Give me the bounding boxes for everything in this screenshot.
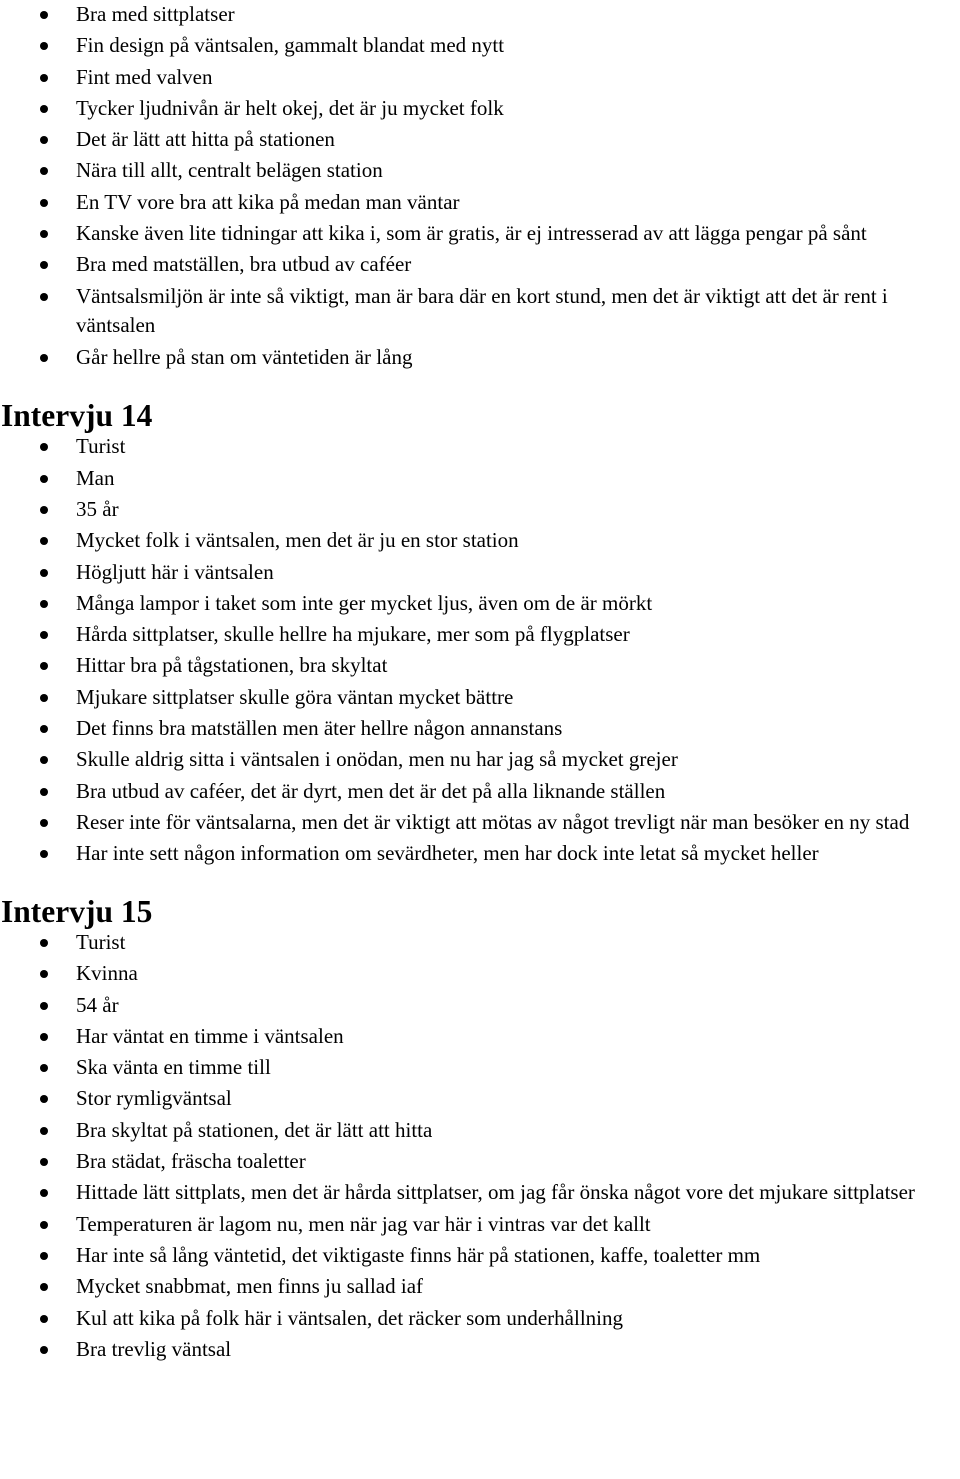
list-item [0, 1178, 960, 1208]
list-item [0, 808, 960, 838]
bullet-icon [40, 11, 48, 19]
bullet-icon [40, 970, 48, 978]
bullet-icon [40, 443, 48, 451]
list-item-text: Nära till allt, centralt belägen station [76, 158, 383, 183]
bullet-icon [40, 199, 48, 207]
interview-15-bullet-list [0, 928, 960, 1365]
list-item [0, 620, 960, 650]
bullet-icon [40, 42, 48, 50]
list-item [0, 745, 960, 775]
list-item [0, 1116, 960, 1146]
list-item [0, 714, 960, 744]
list-item [0, 1147, 960, 1177]
bullet-icon [40, 1002, 48, 1010]
list-item-text: Stor rymligväntsal [76, 1086, 232, 1111]
bullet-icon [40, 725, 48, 733]
list-item [0, 683, 960, 713]
list-item [0, 1053, 960, 1083]
list-item-text: Har inte sett någon information om sevärdheter, men har dock inte letat så mycket heller [76, 841, 819, 866]
bullet-icon [40, 1033, 48, 1041]
list-item [0, 928, 960, 958]
list-item-text: Ska vänta en timme till [76, 1055, 271, 1080]
list-item-text: Många lampor i taket som inte ger mycket ljus, även om de är mörkt [76, 590, 653, 615]
bullet-icon [40, 537, 48, 545]
list-item-text: Hittade lätt sittplats, men det är hårda sittplatser, om jag får önska något vore det mjukare sittplatser [76, 1180, 915, 1205]
bullet-icon [40, 819, 48, 827]
list-item [0, 432, 960, 462]
bullet-icon [40, 354, 48, 362]
list-item-text: Bra med sittplatser [76, 2, 235, 26]
bullet-icon [40, 1315, 48, 1323]
list-item [0, 526, 960, 556]
list-item [0, 1241, 960, 1271]
list-item [0, 991, 960, 1021]
list-item [0, 1335, 960, 1365]
list-item [0, 464, 960, 494]
list-item [0, 250, 960, 280]
list-item [0, 959, 960, 989]
bullet-icon [40, 756, 48, 764]
interview-15-heading: Intervju 15 [1, 893, 153, 929]
bullet-icon [40, 167, 48, 175]
list-item-text: Bra städat, fräscha toaletter [76, 1149, 306, 1174]
list-item-text: Kul att kika på folk här i väntsalen, det räcker som underhållning [76, 1305, 623, 1330]
list-item [0, 63, 960, 93]
list-item-text: Temperaturen är lagom nu, men när jag var här i vintras var det kallt [76, 1211, 651, 1236]
list-item-text: 54 år [76, 992, 119, 1017]
list-item-text: Skulle aldrig sitta i väntsalen i onödan, men nu har jag så mycket grejer [76, 747, 678, 772]
list-item [0, 94, 960, 124]
list-item [0, 188, 960, 218]
interview-14-bullet-list [0, 432, 960, 869]
list-item [0, 219, 960, 249]
bullet-icon [40, 1127, 48, 1135]
bullet-icon [40, 1221, 48, 1229]
list-item-text: Går hellre på stan om väntetiden är lång [76, 344, 413, 369]
list-item-text: 35 år [76, 496, 119, 521]
list-item [0, 495, 960, 525]
list-item [0, 0, 960, 30]
list-item [0, 343, 960, 373]
list-item-text: Har inte så lång väntetid, det viktigaste finns här på stationen, kaffe, toaletter mm [76, 1242, 761, 1267]
list-item-text: Fint med valven [76, 64, 213, 89]
bullet-icon [40, 105, 48, 113]
bullet-icon [40, 475, 48, 483]
list-item [0, 1304, 960, 1334]
bullet-icon [40, 569, 48, 577]
list-item-text: Har väntat en timme i väntsalen [76, 1023, 344, 1048]
list-item [0, 282, 960, 341]
bullet-icon [40, 939, 48, 947]
list-item [0, 125, 960, 155]
bullet-icon [40, 261, 48, 269]
list-item [0, 589, 960, 619]
list-item-text: Kvinna [76, 961, 138, 986]
bullet-icon [40, 1346, 48, 1354]
list-item [0, 1210, 960, 1240]
list-item-text: Hårda sittplatser, skulle hellre ha mjukare, mer som på flygplatser [76, 622, 630, 647]
list-item-text: Turist [76, 434, 126, 459]
bullet-icon [40, 1158, 48, 1166]
list-item-text: Bra skyltat på stationen, det är lätt att hitta [76, 1117, 433, 1142]
bullet-icon [40, 1095, 48, 1103]
bullet-icon [40, 136, 48, 144]
list-item-text: Mycket folk i väntsalen, men det är ju en stor station [76, 528, 519, 553]
list-item [0, 651, 960, 681]
list-item-text: Turist [76, 929, 126, 954]
list-item [0, 1022, 960, 1052]
bullet-icon [40, 600, 48, 608]
bullet-icon [40, 74, 48, 82]
list-item [0, 1084, 960, 1114]
list-item-text: Kanske även lite tidningar att kika i, som är gratis, är ej intresserad av att lägga pengar på sånt [76, 221, 867, 246]
list-item-text: Tycker ljudnivån är helt okej, det är ju mycket folk [76, 95, 504, 120]
list-item-text: Reser inte för väntsalarna, men det är viktigt att mötas av något trevligt när man besöker en ny stad [76, 809, 910, 834]
list-item-text: Det finns bra matställen men äter hellre någon annanstans [76, 716, 563, 741]
intro-bullet-list [0, 0, 960, 372]
bullet-icon [40, 694, 48, 702]
list-item-text: Man [76, 465, 115, 490]
bullet-icon [40, 506, 48, 514]
list-item-text: Hittar bra på tågstationen, bra skyltat [76, 653, 388, 678]
list-item-text: Det är lätt att hitta på stationen [76, 127, 335, 152]
list-item-text: Väntsalsmiljön är inte så viktigt, man är bara där en kort stund, men det är viktigt att det är rent i väntsalen [76, 283, 888, 338]
list-item [0, 31, 960, 61]
bullet-icon [40, 1283, 48, 1291]
list-item-text: Mycket snabbmat, men finns ju sallad iaf [76, 1274, 424, 1299]
bullet-icon [40, 293, 48, 301]
list-item-text: Bra med matställen, bra utbud av caféer [76, 252, 412, 277]
bullet-icon [40, 1252, 48, 1260]
list-item [0, 558, 960, 588]
bullet-icon [40, 230, 48, 238]
list-item-text: Högljutt här i väntsalen [76, 559, 274, 584]
list-item-text: Fin design på väntsalen, gammalt blandat med nytt [76, 33, 505, 58]
list-item-text: Bra utbud av caféer, det är dyrt, men det är det på alla liknande ställen [76, 778, 666, 803]
bullet-icon [40, 1189, 48, 1197]
interview-14-heading: Intervju 14 [1, 398, 153, 434]
list-item [0, 1272, 960, 1302]
bullet-icon [40, 850, 48, 858]
list-item-text: Bra trevlig väntsal [76, 1336, 232, 1361]
list-item-text: En TV vore bra att kika på medan man väntar [76, 189, 460, 214]
list-item-text: Mjukare sittplatser skulle göra väntan mycket bättre [76, 684, 514, 709]
list-item [0, 156, 960, 186]
bullet-icon [40, 662, 48, 670]
list-item [0, 777, 960, 807]
bullet-icon [40, 631, 48, 639]
list-item [0, 839, 960, 869]
bullet-icon [40, 1064, 48, 1072]
bullet-icon [40, 788, 48, 796]
